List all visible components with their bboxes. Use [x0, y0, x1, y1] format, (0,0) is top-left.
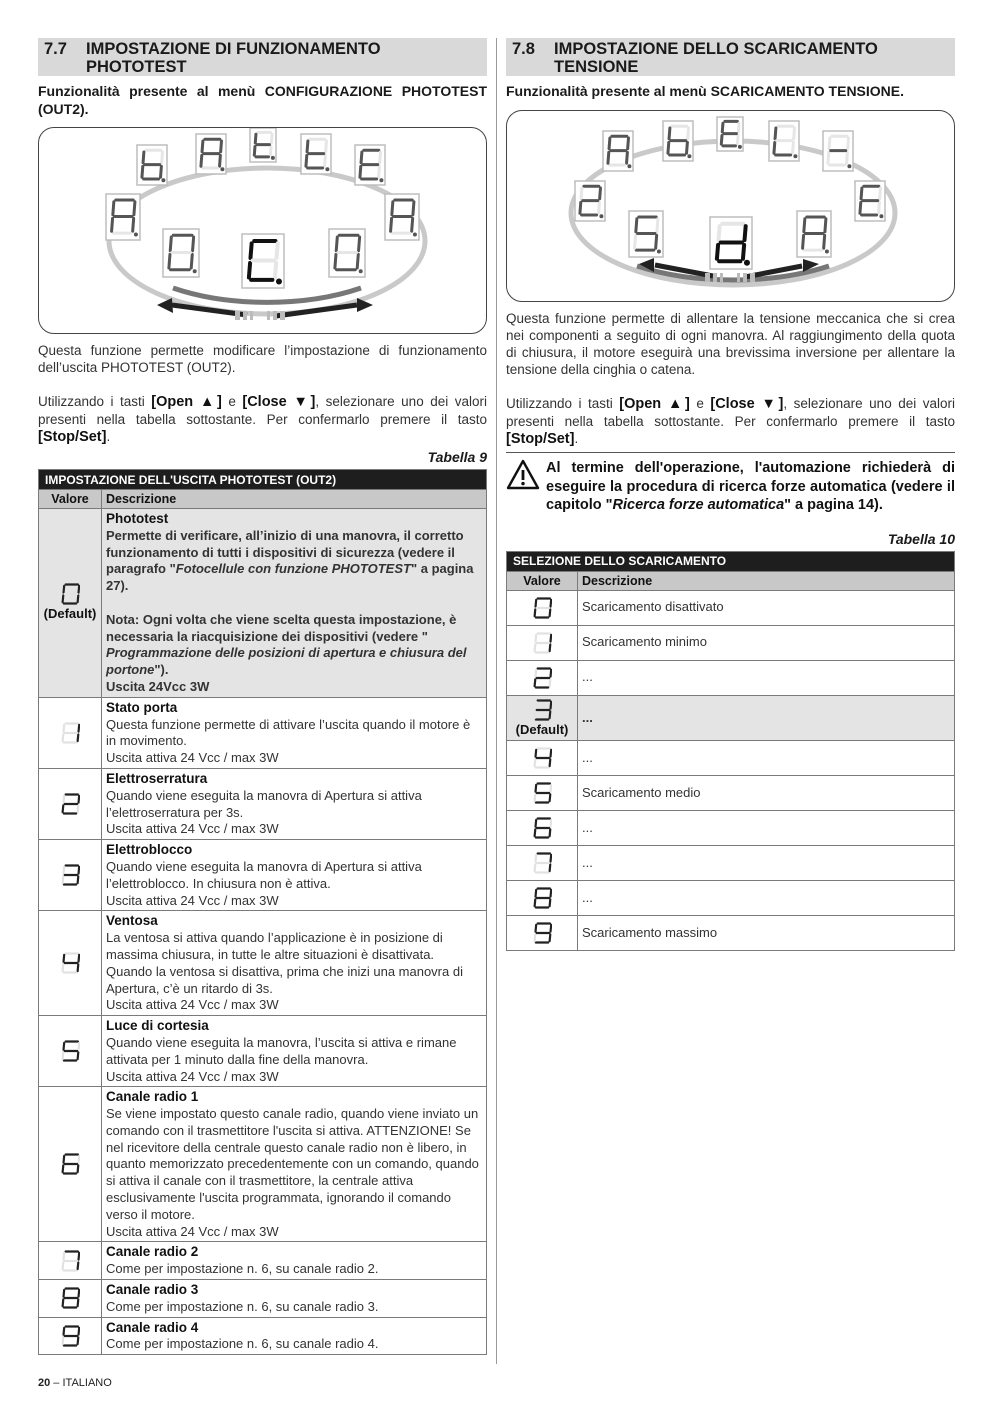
- row-text: Quando viene eseguita la manovra, l’uscita si attiva e rimane attivata per 1 minuto dalla fine della manovra.: [106, 1034, 457, 1067]
- value-cell: [507, 916, 578, 951]
- paragraph-description: Questa funzione permette modificare l’impostazione di funzionamento dell’uscita PHOTOTEST (OUT2).: [38, 343, 487, 375]
- row-title: Elettroblocco: [106, 842, 193, 858]
- seven-segment-digit: [507, 921, 577, 945]
- key-open: [Open ▲]: [619, 396, 690, 412]
- value-cell: [507, 881, 578, 916]
- row-output: Uscita attiva 24 Vcc / max 3W: [106, 750, 279, 766]
- seven-segment-digit: [39, 1286, 101, 1310]
- row-title: Canale radio 4: [106, 1319, 199, 1335]
- display-digit: [603, 131, 633, 171]
- display-digit: [710, 217, 752, 269]
- column-header-value: Valore: [39, 490, 102, 509]
- value-cell: [39, 697, 102, 768]
- seven-segment-digit: [507, 631, 577, 655]
- seven-segment-digit: [507, 781, 577, 805]
- table-row: [39, 1016, 487, 1087]
- row-output: Uscita attiva 24 Vcc / max 3W: [106, 1223, 279, 1239]
- row-title: Elettroserratura: [106, 770, 208, 786]
- section-intro: Funzionalità presente al menù CONFIGURAZIONE PHOTOTEST (OUT2).: [38, 83, 487, 117]
- row-title: Phototest: [106, 511, 169, 526]
- key-stop-set: [Stop/Set]: [38, 429, 107, 445]
- table-row: [507, 846, 955, 881]
- footer-language: ITALIANO: [62, 1377, 112, 1389]
- section-title: IMPOSTAZIONE DI FUNZIONAMENTO PHOTOTEST: [86, 40, 381, 76]
- table-row: [507, 590, 955, 625]
- value-cell: [507, 846, 578, 881]
- table-row: [507, 741, 955, 776]
- seven-segment-digit: [39, 1039, 101, 1063]
- description-cell: [102, 768, 487, 839]
- value-cell: [507, 660, 578, 695]
- section-header: [506, 38, 955, 76]
- value-cell: [39, 1280, 102, 1318]
- seven-segment-digit: [39, 721, 101, 745]
- column-separator: [496, 38, 497, 1364]
- description-cell: [102, 697, 487, 768]
- table-row: [39, 911, 487, 1016]
- section-7-8: [506, 38, 955, 951]
- value-cell: [39, 768, 102, 839]
- section-7-7: [38, 38, 487, 1355]
- seven-segment-digit: [507, 746, 577, 770]
- section-number: 7.8: [512, 40, 535, 58]
- display-digit: [823, 131, 853, 171]
- key-close: [Close ▼]: [710, 396, 784, 412]
- phototest-table: [38, 469, 487, 1355]
- description-cell: Scaricamento massimo: [578, 916, 955, 951]
- row-text: Come per impostazione n. 6, su canale radio 3.: [106, 1298, 379, 1314]
- default-label: (Default): [515, 721, 569, 737]
- page-footer: 20 – ITALIANO: [38, 1377, 112, 1389]
- description-cell: [102, 840, 487, 911]
- warning-text: Al termine dell'operazione, l'automazione richiederà di eseguire la procedura di ricerca forze automatica (vedere il capitolo "Ricerca forze automatica" a pagina 14).: [546, 460, 955, 513]
- row-text: Quando viene eseguita la manovra di Apertura si attiva l’elettroblocco. In chiusura non è attiva.: [106, 858, 422, 891]
- description-cell: ...: [578, 811, 955, 846]
- description-cell: Scaricamento minimo: [578, 625, 955, 660]
- display-digit: [629, 211, 663, 257]
- table-row: [507, 625, 955, 660]
- display-digit: [137, 145, 167, 185]
- row-text: Come per impostazione n. 6, su canale radio 4.: [106, 1336, 379, 1352]
- table-row: [507, 916, 955, 951]
- display-digit: [769, 121, 799, 161]
- description-cell: ...: [578, 741, 955, 776]
- arrow-left-icon: [157, 298, 173, 313]
- display-digit: [717, 117, 743, 151]
- scaricamento-table: [506, 551, 955, 952]
- display-menu-diagram: [506, 110, 955, 302]
- table-row: [507, 811, 955, 846]
- table-caption: Tabella 10: [887, 530, 955, 547]
- row-title: Stato porta: [106, 699, 178, 715]
- table-title: SELEZIONE DELLO SCARICAMENTO: [507, 551, 955, 571]
- table-row: [39, 768, 487, 839]
- value-cell: [507, 776, 578, 811]
- value-cell: [39, 1087, 102, 1242]
- description-cell: ...: [578, 695, 955, 741]
- row-text: Come per impostazione n. 6, su canale radio 2.: [106, 1261, 379, 1277]
- display-digit: [663, 121, 693, 161]
- table-row: [39, 1242, 487, 1280]
- page-number: 20: [38, 1377, 51, 1389]
- seven-segment-digit: [507, 596, 577, 620]
- table-title: IMPOSTAZIONE DELL'USCITA PHOTOTEST (OUT2): [39, 470, 487, 490]
- row-title: Canale radio 3: [106, 1282, 199, 1298]
- table-row: [507, 776, 955, 811]
- row-output: Uscita attiva 24 Vcc / max 3W: [106, 892, 279, 908]
- row-text: Se viene impostato questo canale radio, quando viene inviato un comando con il trasmettitore l'uscita si attiva. ATTENZIONE! Se nel ricevitore della centrale questo canale radio non è libero, in quanto memorizzato precedentemente con un comando, quando si attiva il canale con il trasmettitore, la centrale attiva esclusivamente l'uscita programmata, ignorando il comando verso il motore.: [106, 1106, 479, 1222]
- table-row: [507, 695, 955, 741]
- row-title: Canale radio 1: [106, 1089, 199, 1105]
- display-digit: [242, 234, 284, 288]
- description-cell: [102, 1087, 487, 1242]
- column-header-value: Valore: [507, 571, 578, 590]
- section-header: [38, 38, 487, 76]
- value-cell: [39, 1242, 102, 1280]
- description-cell: ...: [578, 660, 955, 695]
- value-cell: [507, 695, 578, 741]
- description-cell: [102, 1317, 487, 1355]
- display-digit: [196, 134, 226, 174]
- table-row: [39, 1280, 487, 1318]
- row-output: Uscita attiva 24 Vcc / max 3W: [106, 997, 279, 1013]
- value-cell: [39, 911, 102, 1016]
- row-text: Quando viene eseguita la manovra di Apertura si attiva l’elettroserratura per 3s.: [106, 787, 422, 820]
- section-intro: Funzionalità presente al menù SCARICAMENTO TENSIONE.: [506, 83, 905, 99]
- table-row: [39, 1087, 487, 1242]
- warning-icon: [506, 459, 546, 515]
- table-row: [39, 840, 487, 911]
- value-cell: [507, 590, 578, 625]
- value-cell: [39, 840, 102, 911]
- key-stop-set: [Stop/Set]: [506, 431, 575, 447]
- display-digit: [250, 128, 276, 162]
- key-open: [Open ▲]: [151, 394, 222, 410]
- display-digit: [329, 229, 365, 277]
- display-digit: [855, 181, 885, 221]
- display-digit: [575, 181, 605, 221]
- menu-cycle-illustration: [39, 128, 488, 333]
- row-output: Uscita attiva 24 Vcc / max 3W: [106, 1068, 279, 1084]
- table-row: [39, 1317, 487, 1355]
- display-digit: [106, 194, 140, 240]
- description-cell: [102, 1280, 487, 1318]
- row-output: Uscita attiva 24 Vcc / max 3W: [106, 821, 279, 837]
- warning-note: [506, 452, 955, 515]
- row-title: Canale radio 2: [106, 1244, 199, 1260]
- value-cell: [507, 811, 578, 846]
- seven-segment-digit: [39, 1249, 101, 1273]
- row-title: Ventosa: [106, 913, 158, 929]
- column-header-description: Descrizione: [578, 571, 955, 590]
- description-cell: ...: [578, 846, 955, 881]
- row-title: Luce di cortesia: [106, 1018, 209, 1034]
- paragraph-instructions: Utilizzando i tasti [Open ▲] e [Close ▼], selezionare uno dei valori presenti nella tabella sottostante. Per confermarlo premere il tasto [Stop/Set].: [506, 396, 955, 447]
- key-close: [Close ▼]: [242, 394, 316, 410]
- menu-cycle-illustration: [507, 111, 956, 301]
- seven-segment-digit: [507, 816, 577, 840]
- display-menu-diagram: [38, 127, 487, 334]
- description-cell: [102, 1242, 487, 1280]
- row-text: La ventosa si attiva quando l’applicazione è in posizione di massima chiusura, in tutte le altre situazioni è disattivata. Quando la ventosa si disattiva, prima che inizi una manovra di Apertura, c’è un ritardo di 3s.: [106, 930, 463, 996]
- description-cell: [102, 1016, 487, 1087]
- description-cell: ...: [578, 881, 955, 916]
- value-cell: [507, 741, 578, 776]
- paragraph-description: Questa funzione permette di allentare la tensione meccanica che si crea nei componenti a seguito di ogni manovra. Al raggiungimento della quota di chiusura, il motore eseguirà una brevissima inversione per allentare la tensione della cinghia o catena.: [506, 311, 955, 377]
- paragraph-instructions: Utilizzando i tasti [Open ▲] e [Close ▼], selezionare uno dei valori presenti nella tabella sottostante. Per confermarlo premere il tasto [Stop/Set].: [38, 394, 487, 445]
- display-digit: [385, 194, 419, 240]
- value-cell: [39, 1317, 102, 1355]
- seven-segment-digit: [39, 1152, 101, 1176]
- seven-segment-digit: [39, 792, 101, 816]
- table-row: [39, 509, 487, 698]
- table-row: [39, 697, 487, 768]
- seven-segment-digit: [39, 1324, 101, 1348]
- seven-segment-digit: [39, 863, 101, 887]
- seven-segment-digit: [507, 698, 577, 722]
- seven-segment-digit: [39, 951, 101, 975]
- default-label: (Default): [43, 606, 97, 622]
- display-digit: [163, 229, 199, 277]
- display-digit: [355, 145, 385, 185]
- seven-segment-digit: [507, 886, 577, 910]
- seven-segment-digit: [39, 582, 101, 606]
- table-row: [507, 660, 955, 695]
- description-cell: Scaricamento medio: [578, 776, 955, 811]
- table-caption: Tabella 9: [427, 449, 487, 465]
- row-text: Questa funzione permette di attivare l’uscita quando il motore è in movimento.: [106, 716, 471, 749]
- value-cell: [39, 509, 102, 698]
- column-header-description: Descrizione: [102, 490, 487, 509]
- seven-segment-digit: [507, 666, 577, 690]
- value-cell: [507, 625, 578, 660]
- description-cell: Phototest Permette di verificare, all’inizio di una manovra, il corretto funzionamento di tutti i dispositivi di sicurezza (vedere il paragrafo "Fotocellule con funzione PHOTOTEST" a pagina 27). Nota: Ogni volta che viene scelta questa impostazione, è necessaria la riacquisizione dei dispositivi (vedere " Programmazione delle posizioni di apertura e chiusura del portone"). Uscita 24Vcc 3W: [102, 509, 487, 698]
- section-number: 7.7: [44, 40, 67, 58]
- table-row: [507, 881, 955, 916]
- value-cell: [39, 1016, 102, 1087]
- section-title: IMPOSTAZIONE DELLO SCARICAMENTO TENSIONE: [554, 40, 878, 76]
- description-cell: Scaricamento disattivato: [578, 590, 955, 625]
- description-cell: [102, 911, 487, 1016]
- display-digit: [301, 134, 331, 174]
- seven-segment-digit: [507, 851, 577, 875]
- display-digit: [797, 211, 831, 257]
